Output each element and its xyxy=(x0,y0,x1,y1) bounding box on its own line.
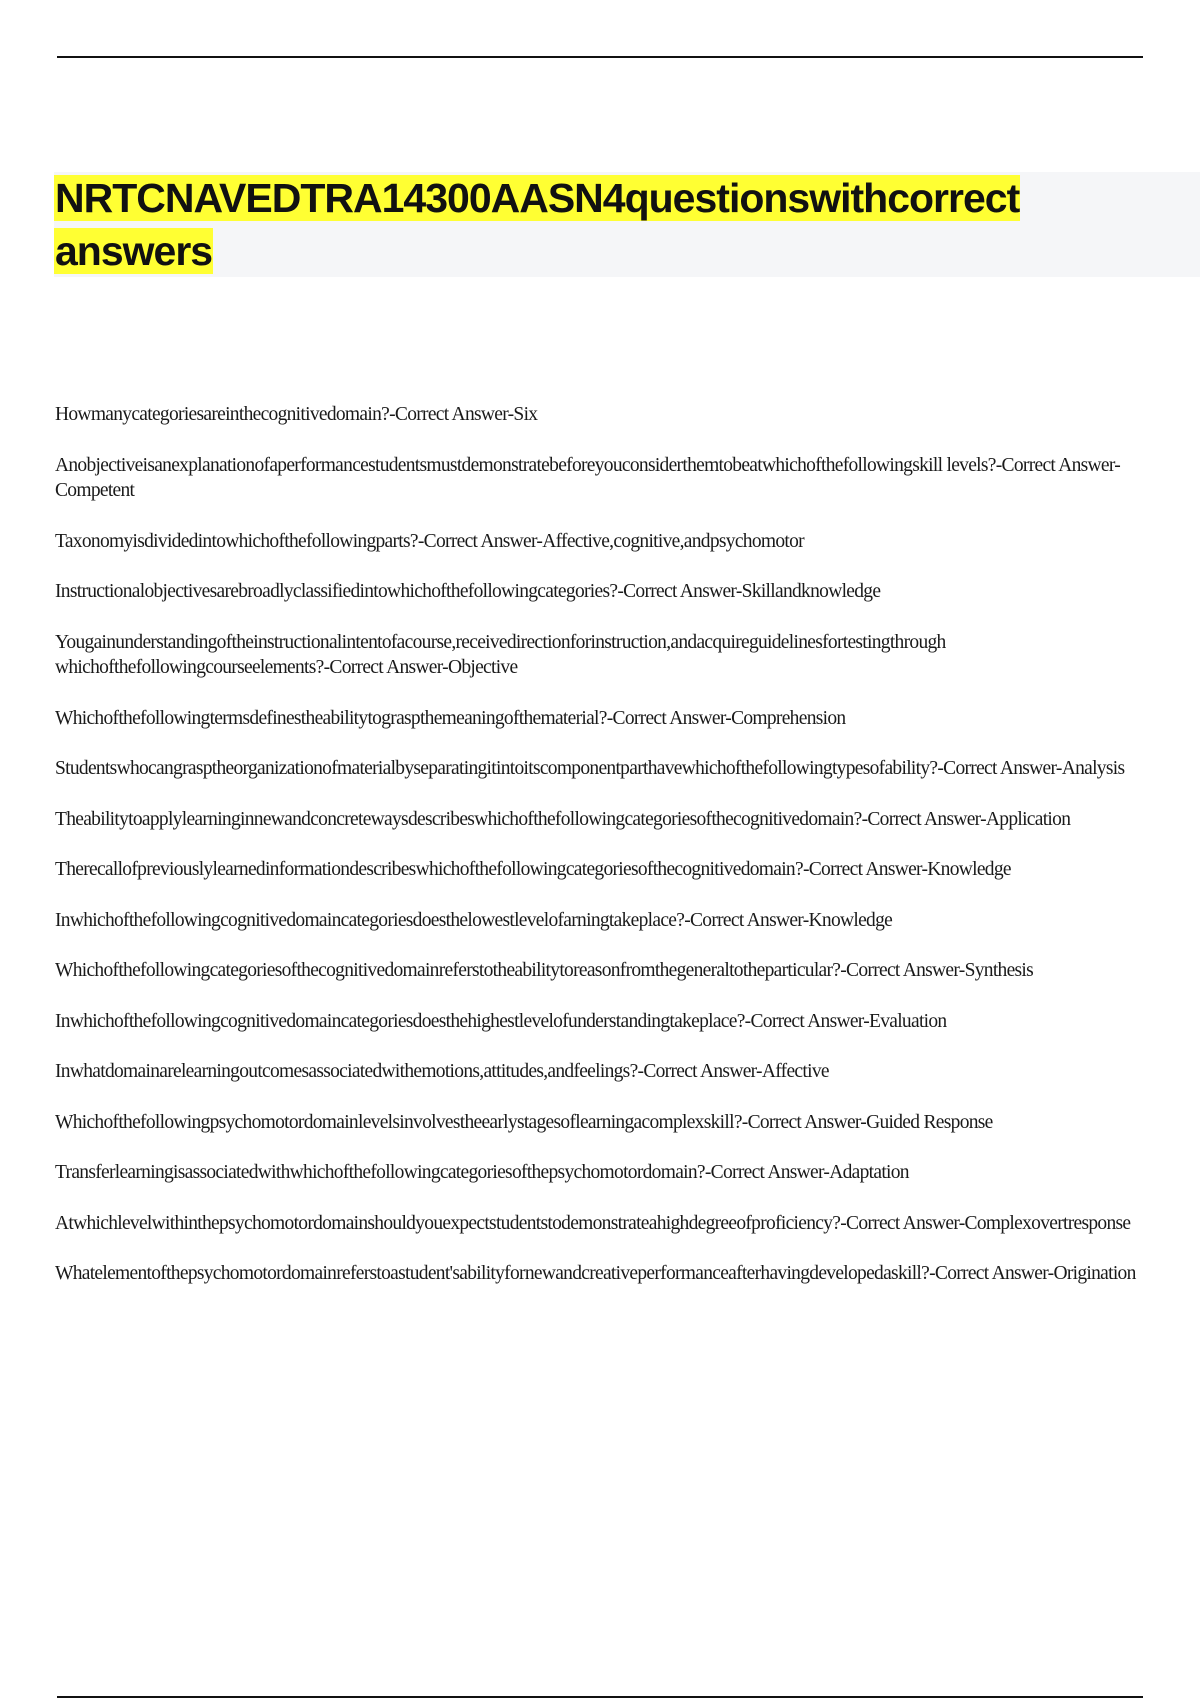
question-text: Whichofthefollowingcategoriesofthecognitivedomainreferstotheabilitytoreasonfromthegeneraltotheparticular? xyxy=(55,960,841,981)
answer-text: Complexovertresponse xyxy=(964,1212,1131,1234)
question-text: Transferlearningisassociatedwithwhichofthefollowingcategoriesofthepsychomotordomain? xyxy=(55,1162,705,1183)
answer-separator: -Correct Answer- xyxy=(929,1263,1054,1284)
qa-item-9 xyxy=(55,857,1195,883)
answer-text: Competent xyxy=(55,480,135,501)
qa-item-3 xyxy=(55,529,1195,555)
qa-item-16 xyxy=(55,1211,1195,1237)
answer-text: Synthesis xyxy=(964,960,1034,981)
qa-item-17 xyxy=(55,1261,1195,1287)
answer-separator: -Correct Answer- xyxy=(637,1061,762,1082)
question-text: Theabilitytoapplylearninginnewandconcretewaysdescribeswhichofthefollowingcategoriesofthecognitivedomain? xyxy=(55,808,862,830)
answer-text: Evaluation xyxy=(869,1010,947,1032)
answer-separator: -Correct Answer- xyxy=(617,581,742,602)
answer-separator: -Correct Answer- xyxy=(995,454,1121,476)
qa-item-5 xyxy=(55,630,1195,681)
answer-text: Knowledge xyxy=(927,859,1011,880)
answer-separator: -Correct Answer- xyxy=(741,1111,867,1133)
question-text: Inwhichofthefollowingcognitivedomaincategoriesdoesthehighestlevelofunderstandingtakeplace? xyxy=(55,1010,745,1032)
question-text: Inwhatdomainarelearningoutcomesassociatedwithemotions,attitudes,andfeelings? xyxy=(55,1061,638,1082)
qa-item-4 xyxy=(55,579,1195,605)
question-text: Whichofthefollowingtermsdefinestheabilitytograspthemeaningofthematerial? xyxy=(55,707,607,729)
answer-text: Skillandknowledge xyxy=(741,581,881,602)
answer-text: Guided Response xyxy=(866,1111,993,1133)
answer-separator: -Correct Answer- xyxy=(417,530,543,552)
answer-text: Knowledge xyxy=(808,909,893,931)
question-text: Therecallofpreviouslylearnedinformationdescribeswhichofthefollowingcategoriesofthecognitivedomain? xyxy=(55,859,803,880)
document-title xyxy=(54,172,1184,278)
qa-item-12 xyxy=(55,1009,1195,1035)
answer-separator: -Correct Answer- xyxy=(744,1010,869,1032)
question-text: Anobjectiveisanexplanationofaperformancestudentsmustdemonstratebeforeyouconsiderthemtobeatwhichofthefollowingskill levels? xyxy=(55,454,996,476)
question-text: Yougainunderstandingoftheinstructionalintentofacourse,receivedirectionforinstruction,andacquireguidelinesfortestingthrough whichofthefollowingcourseelements? xyxy=(55,631,946,678)
answer-separator: -Correct Answer- xyxy=(840,1212,965,1234)
answer-separator: -Correct Answer- xyxy=(802,859,928,880)
qa-item-11 xyxy=(55,958,1195,984)
answer-text: Origination xyxy=(1053,1263,1136,1284)
answer-text: Affective xyxy=(761,1061,829,1082)
question-text: Taxonomyisdividedintowhichofthefollowingparts? xyxy=(55,530,418,552)
answer-separator: -Correct Answer- xyxy=(840,960,965,981)
question-text: Howmanycategoriesareinthecognitivedomain? xyxy=(55,404,390,425)
answer-separator: -Correct Answer- xyxy=(704,1162,830,1183)
title-highlight: NRTCNAVEDTRA14300AASN4questionswithcorrect answers xyxy=(55,175,1020,274)
answer-text: Adaptation xyxy=(829,1162,909,1183)
question-text: Instructionalobjectivesarebroadlyclassifiedintowhichofthefollowingcategories? xyxy=(55,581,618,602)
qa-item-6 xyxy=(55,706,1195,732)
qa-item-7 xyxy=(55,756,1195,782)
qa-item-10 xyxy=(55,908,1195,934)
answer-separator: -Correct Answer- xyxy=(323,657,448,678)
answer-text: Comprehension xyxy=(731,707,846,729)
answer-separator: -Correct Answer- xyxy=(684,909,809,931)
answer-text: Analysis xyxy=(1061,758,1125,779)
top-divider xyxy=(57,56,1143,58)
answer-text: Application xyxy=(985,808,1071,830)
answer-separator: -Correct Answer- xyxy=(389,404,514,425)
answer-separator: -Correct Answer- xyxy=(606,707,732,729)
qa-item-1 xyxy=(55,402,1195,428)
qa-item-14 xyxy=(55,1110,1195,1136)
answer-separator: -Correct Answer- xyxy=(937,758,1062,779)
answer-separator: -Correct Answer- xyxy=(861,808,986,830)
question-text: Inwhichofthefollowingcognitivedomaincategoriesdoesthelowestlevelofarningtakeplace? xyxy=(55,909,685,931)
question-text: Atwhichlevelwithinthepsychomotordomainshouldyouexpectstudentstodemonstrateahighdegreeofproficiency? xyxy=(55,1212,841,1234)
bottom-divider xyxy=(57,1696,1143,1698)
question-text: Whichofthefollowingpsychomotordomainlevelsinvolvestheearlystagesoflearningacomplexskill? xyxy=(55,1111,742,1133)
answer-text: Six xyxy=(513,404,538,425)
answer-text: Affective,cognitive,andpsychomotor xyxy=(542,530,804,552)
qa-item-15 xyxy=(55,1160,1195,1186)
question-answer-list xyxy=(55,402,1195,1312)
answer-text: Objective xyxy=(447,657,518,678)
question-text: Whatelementofthepsychomotordomainreferstoastudent'sabilityfornewandcreativeperformanceafterhavingdevelopedaskill? xyxy=(55,1263,930,1284)
qa-item-8 xyxy=(55,807,1195,833)
qa-item-13 xyxy=(55,1059,1195,1085)
question-text: Studentswhocangrasptheorganizationofmaterialbyseparatingitintoitscomponentparthavewhichofthefollowingtypesofability? xyxy=(55,758,938,779)
qa-item-2 xyxy=(55,453,1195,504)
